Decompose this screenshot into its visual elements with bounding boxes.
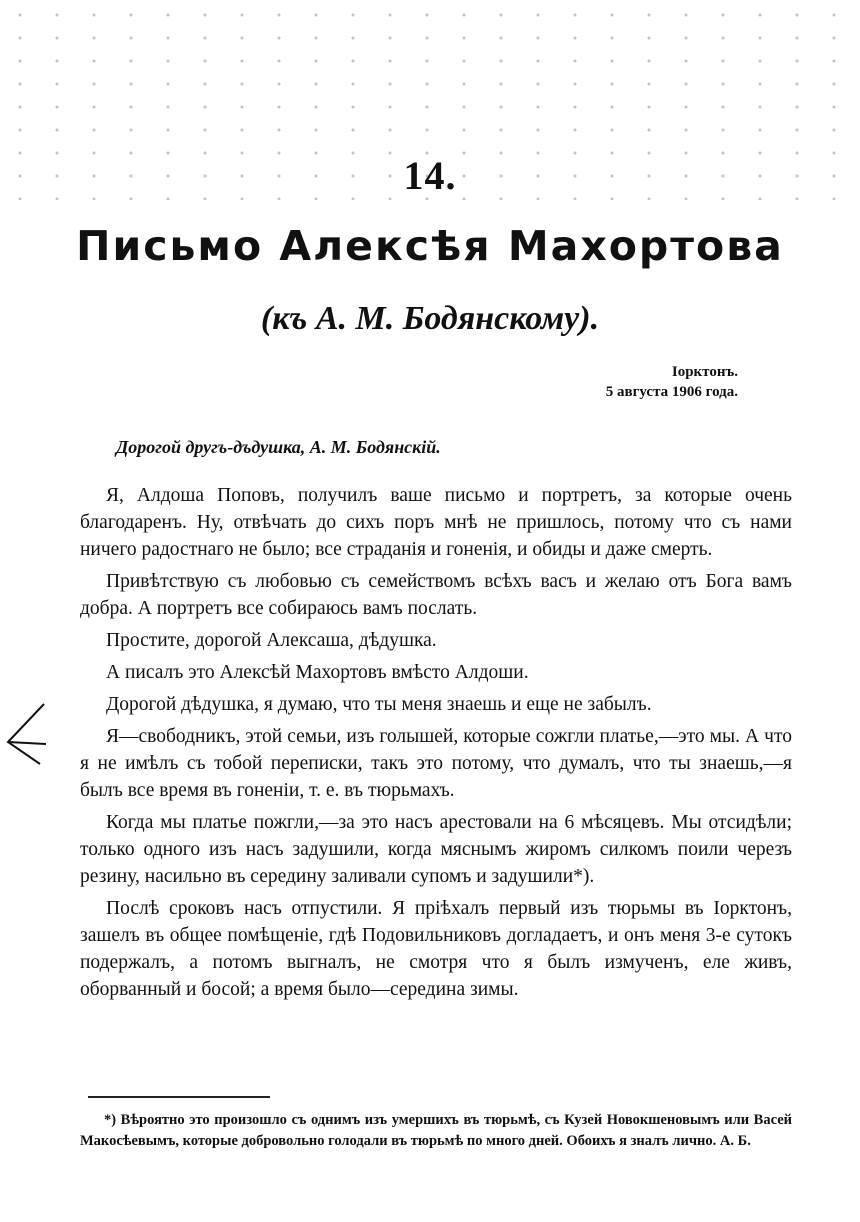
paragraph: Дорогой дѣдушка, я думаю, что ты меня знаешь и еще не забылъ. (106, 694, 652, 715)
paragraph: А писалъ это Алексѣй Махортовъ вмѣсто Алдоши. (106, 662, 529, 683)
letter-date: 5 августа 1906 года. (605, 384, 738, 400)
margin-arrow-mark (0, 700, 48, 780)
letter-number: 14. (403, 153, 457, 198)
paragraph: Привѣтствую съ любовью съ семействомъ всѣхъ васъ и желаю отъ Бога вамъ добра. А портретъ все собираюсь вамъ послать. (80, 571, 792, 619)
letter-body (80, 482, 792, 1008)
paragraph: Когда мы платье пожгли,—за это насъ арестовали на 6 мѣсяцевъ. Мы отсидѣли; только одного изъ насъ задушили, когда мяснымъ жиромъ силкомъ поили черезъ резину, насильно въ середину заливали супомъ и задушили*). (80, 812, 792, 887)
paragraph: Простите, дорогой Алексаша, дѣдушка. (106, 630, 437, 651)
letter-title: Письмо Алексѣя Махортова (76, 222, 784, 270)
letter-place: Іорктонъ. (671, 364, 738, 380)
letter-greeting: Дорогой другъ-дъдушка, А. М. Бодянскій. (116, 437, 441, 457)
letter-subtitle: (къ А. М. Бодянскому). (260, 300, 600, 337)
paragraph: Послѣ сроковъ насъ отпустили. Я пріѣхалъ первый изъ тюрьмы въ Іорктонъ, зашелъ въ общее помѣщеніе, гдѣ Подовильниковъ догладаетъ, и онъ меня 3-е сутокъ подержалъ, а потомъ выгналъ, не смотря что я былъ измученъ, еле живъ, оборванный и босой; а время было—середина зимы. (80, 898, 792, 1000)
paragraph: Я, Алдоша Поповъ, получилъ ваше письмо и портретъ, за которые очень благодаренъ. Ну, отвѣчать до сихъ поръ мнѣ не пришлось, потому что съ нами ничего радостнаго не было; все страданія и гоненія, и обиды и даже смерть. (80, 485, 792, 560)
footnote-divider (88, 1096, 270, 1098)
paragraph: Я—свободникъ, этой семьи, изъ голышей, которые сожгли платье,—это мы. А что я не имѣлъ съ тобой переписки, такъ это потому, что думалъ, что ты знаешь,—я былъ все время въ гоненіи, т. е. въ тюрьмахъ. (80, 726, 792, 801)
footnote (80, 1110, 792, 1152)
place-date-block (606, 362, 738, 402)
footnote-text: *) Вѣроятно это произошло съ однимъ изъ умершихъ въ тюрьмѣ, съ Кузей Новокшеновымъ или Васей Макосѣевымъ, которые добровольно голодали въ тюрьмѣ по много дней. Обоихъ я зналъ лично. А. Б. (80, 1112, 792, 1149)
